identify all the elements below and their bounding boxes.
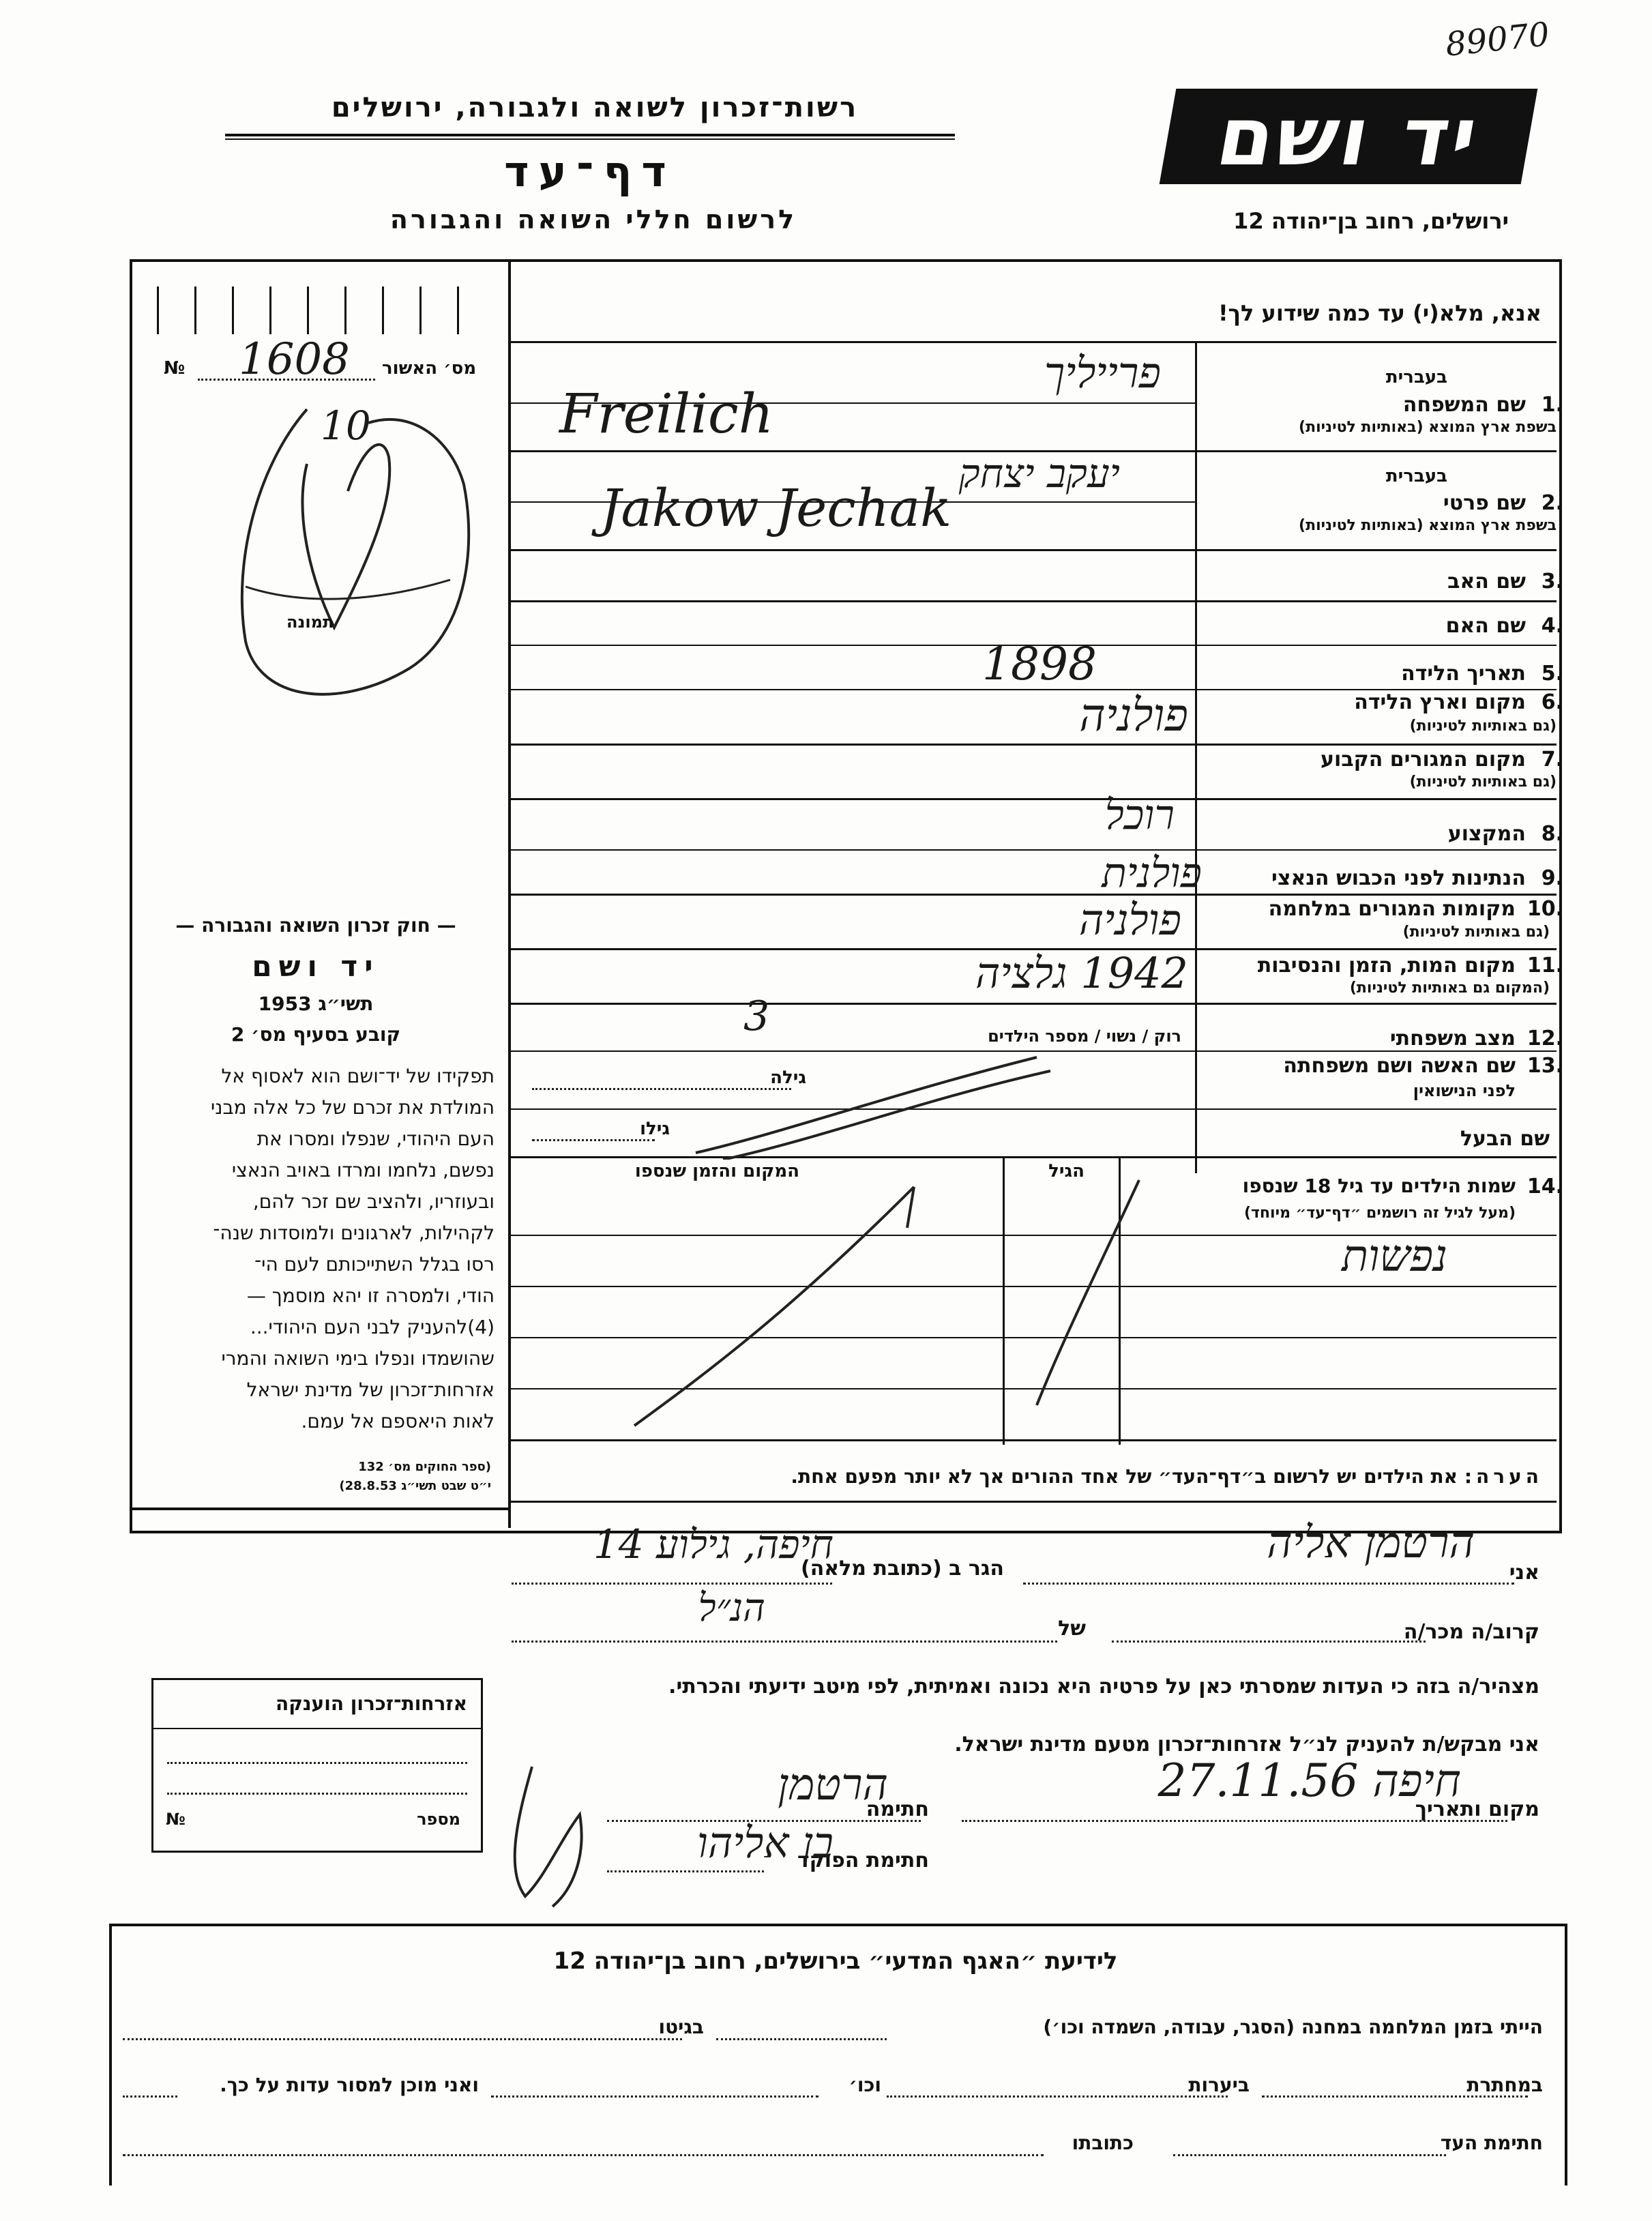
stamp-number-label: מספר [417, 1810, 460, 1829]
family-status-options: רוק / נשוי / מספר הילדים [988, 1027, 1181, 1046]
children-count[interactable]: 3 [743, 992, 770, 1040]
field-9-value[interactable]: פולנית [1102, 849, 1202, 897]
field-2-label: שם פרטי [1443, 491, 1526, 515]
law-line: תפקידו של יד־ושם הוא לאסוף אל [221, 1065, 495, 1087]
field-10-value[interactable]: פולניה [1078, 895, 1181, 945]
yad-vashem-logo [1160, 89, 1538, 184]
law-line: המולדת את זכרם של כל אלה מבני [210, 1096, 495, 1119]
children-value[interactable]: נפשות [1341, 1231, 1447, 1282]
law-source-1: (ספר החוקים מס׳ 132 [358, 1460, 491, 1474]
place-date-value[interactable]: חיפה 27.11.56 [1157, 1754, 1461, 1807]
law-name: יד ושם [252, 950, 380, 983]
declaration-text: מצהיר/ה בזה כי העדות שמסרתי כאן על פרטיה היא נכונה ואמיתית, לפי מיטב ידיעתי והכרתי. [668, 1675, 1539, 1698]
request-text: אני מבקש/ת להעניק לנ״ל אזרחות־זכרון מטעם מדינת ישראל. [954, 1733, 1539, 1756]
law-line: הודי, ולמסרה זו יהא מוסמך — [246, 1284, 495, 1307]
stamp-title: אזרחות־זכרון הוענקה [276, 1692, 467, 1715]
approval-number-extra: 10 [321, 402, 371, 449]
approval-number-suffix: № [164, 358, 186, 379]
citizenship-stamp-box [151, 1678, 483, 1853]
law-clause: קובע בסעיף מס׳ 2 [231, 1023, 401, 1046]
law-title: — חוק זכרון השואה והגבורה — [175, 914, 456, 937]
law-year: תשי״ג 1953 [258, 992, 374, 1015]
address-value[interactable]: חיפה, גילוע 14 [593, 1521, 834, 1568]
footer-line2-mid1: ביערות [1188, 2074, 1250, 2096]
field-1-latin-value[interactable]: Freilich [559, 382, 774, 445]
form-intro: אנא, מלא(י) עד כמה שידוע לך! [1218, 300, 1542, 326]
approval-number-label: מס׳ האשור [382, 358, 477, 379]
official-label: חתימת הפוקד [797, 1849, 929, 1872]
children-name-header: שמות הילדים עד גיל 18 שנספו [1242, 1175, 1516, 1197]
field-5-label: תאריך הלידה [1401, 662, 1526, 686]
footer-line2-end: ואני מוכן למסור עדות על כך. [220, 2074, 479, 2096]
signature-value[interactable]: הרטמן [778, 1760, 888, 1810]
field-4-label: שם האם [1445, 614, 1526, 638]
archive-number: 89070 [1443, 15, 1552, 64]
footer-line1-start: הייתי בזמן המלחמה במחנה (הסגר, עבודה, השמדה וכו׳) [1043, 2016, 1543, 2038]
field-6-label: מקום וארץ הלידה [1354, 690, 1526, 714]
field-11-value[interactable]: 1942 גלציה [975, 948, 1188, 998]
page-title: דף־עד [504, 147, 676, 196]
stamp-number-suffix: № [166, 1810, 186, 1829]
field-6-value[interactable]: פולניה [1079, 689, 1188, 741]
field-13-label: שם האשה ושם משפחתה [1283, 1054, 1516, 1078]
law-line: לקהילות, לארגונים ולמוסדות שנה־ [213, 1222, 495, 1244]
child-age-label: גילו [640, 1119, 670, 1139]
place-date-label: מקום ותאריך [1415, 1797, 1539, 1821]
field-2-latin-value[interactable]: Jakow Jechak [600, 477, 952, 538]
approval-ticks [157, 286, 477, 334]
note-text: את הילדים יש לרשום ב״דף־העד״ של אחד ההורים אך לא יותר מפעם אחת. [791, 1465, 1458, 1488]
official-value[interactable]: בן אליהו [696, 1818, 834, 1868]
photo-label: תמונה [286, 613, 334, 632]
footer-line3-start: חתימת העד [1440, 2132, 1543, 2154]
field-6-sub: (גם באותיות לטיניות) [1409, 718, 1557, 735]
law-line: שהושמדו ונפלו בימי השואה והמרי [221, 1347, 495, 1370]
field-3-label: שם האב [1447, 570, 1526, 593]
footer-line1-end: בגיטו [658, 2016, 704, 2038]
field-1-sub: בשפת ארץ המוצא (באותיות לטיניות) [1299, 419, 1557, 436]
field-8-label: המקצוע [1447, 822, 1526, 846]
field-2-hebrew-value[interactable]: יעקב יצחק [958, 450, 1120, 497]
field-12-label: מצב משפחתי [1389, 1027, 1516, 1050]
of-label: של [1058, 1617, 1086, 1641]
field-8-value[interactable]: רוכל [1104, 791, 1175, 839]
children-place-header: המקום והזמן שנספו [634, 1161, 799, 1181]
field-7-sub: (גם באותיות לטיניות) [1409, 774, 1557, 791]
field-1-hebrew-tag: בעברית [1385, 367, 1447, 387]
footer-line2-start: במחתרת [1466, 2074, 1543, 2096]
law-text [140, 1061, 495, 1437]
field-9-label: הנתינות לפני הכבוש הנאצי [1271, 866, 1526, 890]
field-10-sub: (גם באותיות לטיניות) [1402, 924, 1550, 941]
field-5-value[interactable]: 1898 [982, 638, 1097, 690]
photo-scribble [205, 382, 491, 716]
declarant-name[interactable]: הרטמן אליה [1267, 1518, 1475, 1568]
note-row [791, 1465, 1543, 1488]
children-name-sub: (מעל לגיל זה רושמים ״דף־עד״ מיוחד) [1243, 1205, 1516, 1222]
approval-number-value: 1608 [239, 334, 350, 385]
law-line: אזרחות־זכרון של מדינת ישראל [246, 1379, 495, 1401]
children-age-header: הגיל [1048, 1161, 1085, 1181]
field-11-sub: (המקום גם באותיות לטיניות) [1349, 980, 1550, 997]
address-text: ירושלים, רחוב בן־יהודה 12 [1233, 208, 1509, 234]
logo-text: יד ושם [1210, 89, 1487, 183]
law-line: (4)להעניק לבני העם היהודי... [250, 1316, 495, 1338]
footer-heading: לידיעת ״האגף המדעי״ בירושלים, רחוב בן־יהודה 12 [553, 1947, 1118, 1975]
note-label: הערה: [1464, 1465, 1543, 1488]
field-10-label: מקומות המגורים במלחמה [1268, 897, 1516, 921]
field-13-strike [682, 1050, 1064, 1160]
declarant-label: אני [1509, 1561, 1539, 1585]
field-2-hebrew-tag: בעברית [1385, 466, 1447, 486]
wife-age-label: גילה [770, 1068, 806, 1088]
field-7-label: מקום המגורים הקבוע [1321, 748, 1526, 771]
law-line: לאות היאספם אל עמם. [301, 1410, 495, 1432]
field-11-label: מקום המות, הזמן והנסיבות [1257, 954, 1516, 977]
relation-label: קרוב/ה מכר/ה [1403, 1620, 1539, 1644]
law-source-2: י״ט שבט תשי״ג 28.8.53) [339, 1479, 491, 1493]
field-13-sub: לפני הנישואין [1413, 1081, 1516, 1100]
husband-label: שם הבעל [1460, 1127, 1550, 1151]
footer-line2-mid2: וכו׳ [849, 2074, 881, 2096]
law-line: נפשם, נלחמו ומרדו באויב הנאצי [231, 1159, 495, 1181]
children-strike [628, 1173, 1146, 1432]
authority-name: רשות־זכרון לשואה ולגבורה, ירושלים [331, 92, 859, 123]
footer-line3-mid: כתובתו [1072, 2132, 1134, 2154]
resides-label: הגר ב (כתובת מלאה) [800, 1557, 1004, 1580]
field-2-sub: בשפת ארץ המוצא (באותיות לטיניות) [1299, 517, 1557, 534]
law-line: ובעוזריו, ולהציב שם זכר להם, [252, 1190, 495, 1213]
law-line: רסו בגלל השתייכותם לעם הי־ [254, 1253, 495, 1276]
relation-value[interactable]: הנ״ל [698, 1586, 765, 1630]
signature-label: חתימה [866, 1797, 929, 1821]
law-line: העם היהודי, שנפלו ומסרו את [256, 1128, 495, 1150]
field-1-hebrew-value[interactable]: פרייליך [1044, 348, 1161, 398]
page-subtitle: לרשום חללי השואה והגבורה [389, 205, 797, 235]
official-scrawl [477, 1760, 607, 1910]
field-1-label: שם המשפחה [1402, 393, 1526, 417]
